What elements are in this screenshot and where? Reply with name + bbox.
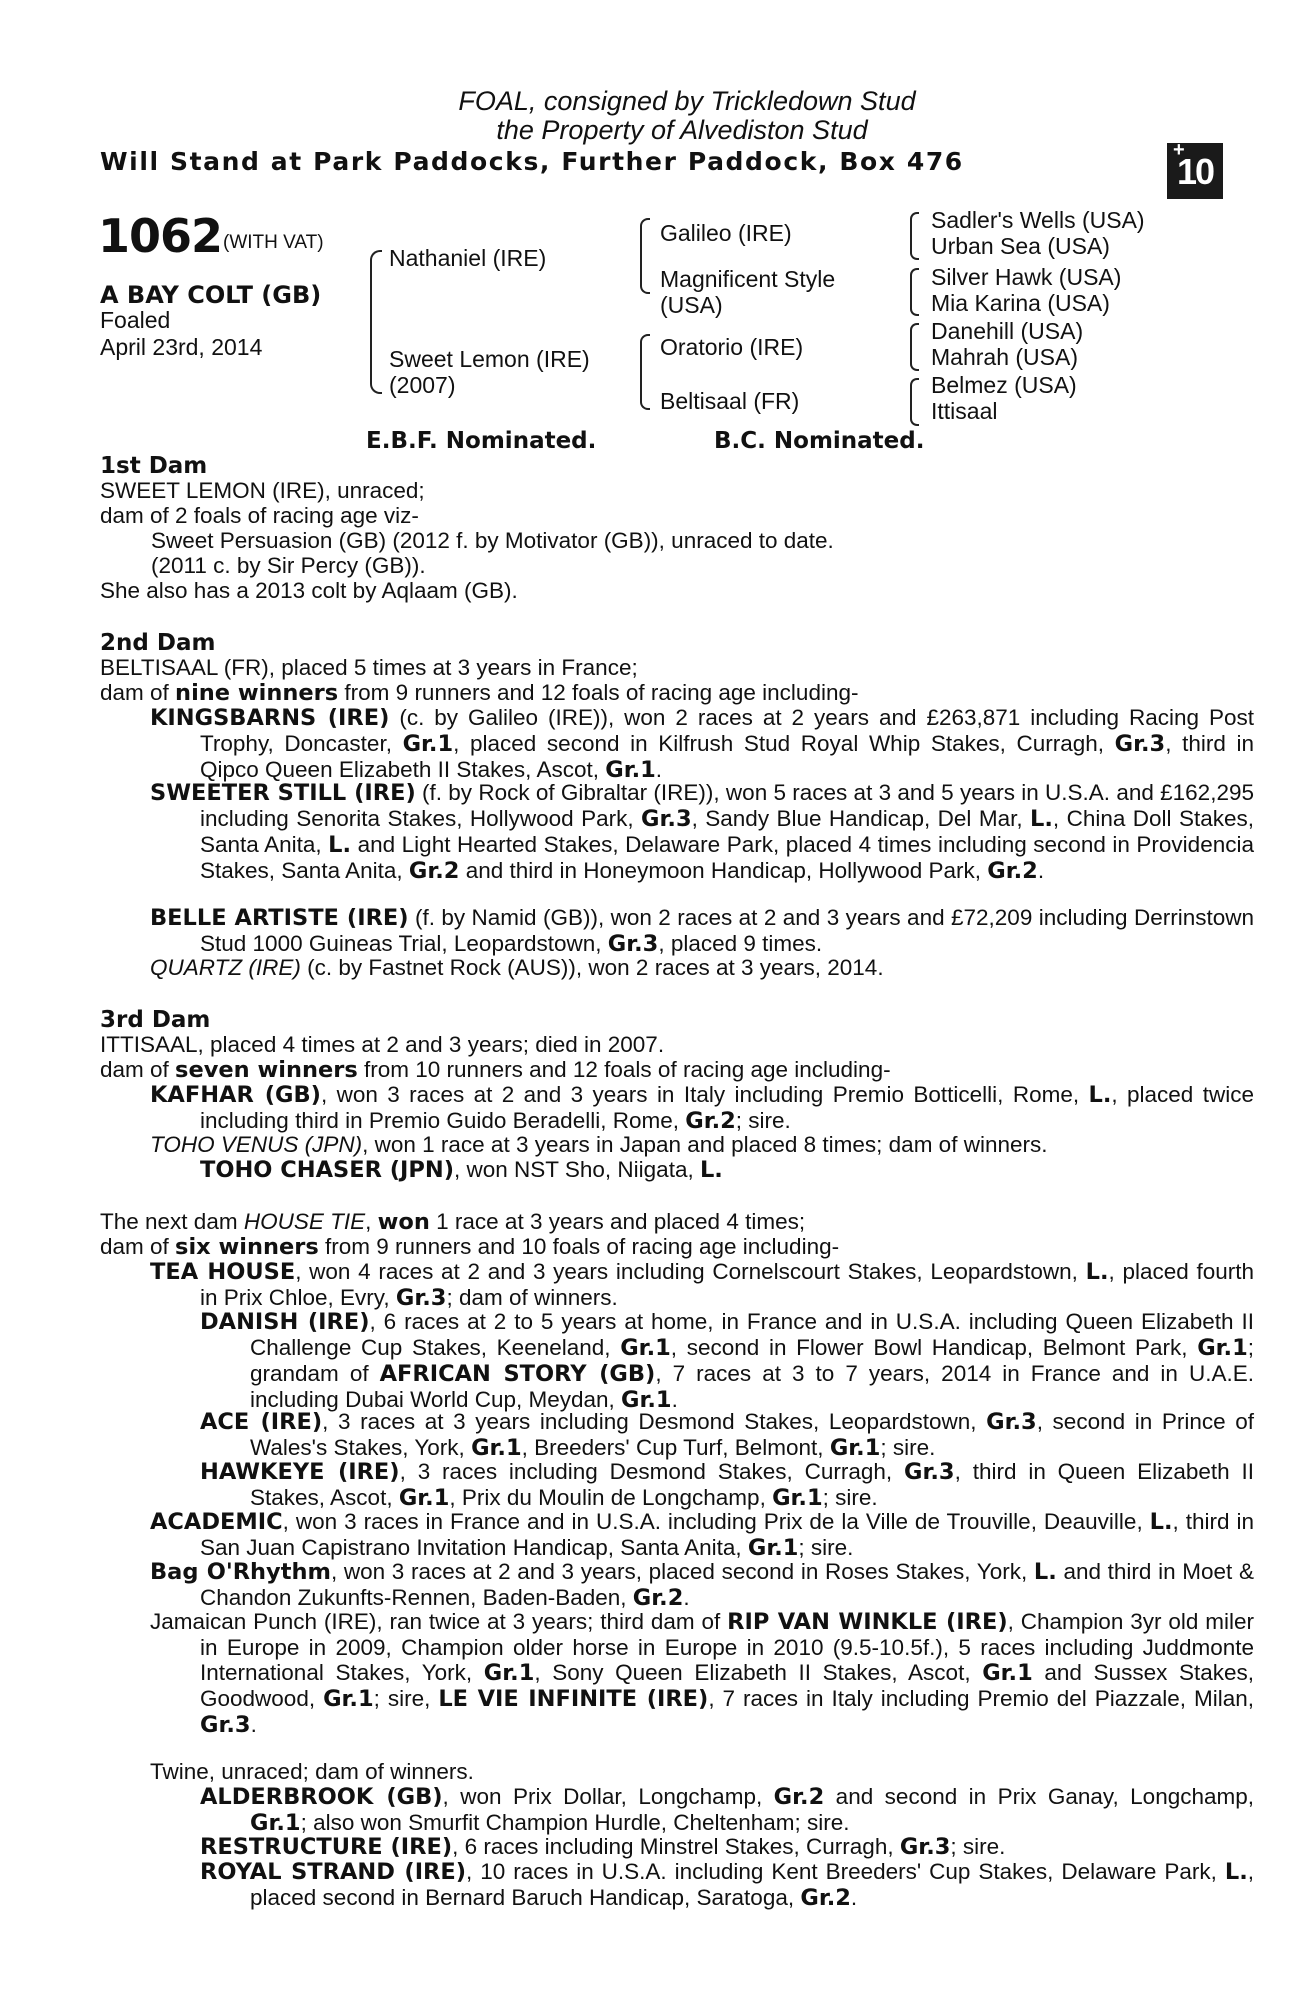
- grade: Gr.3: [200, 1712, 251, 1738]
- text: , second in Prince of Wales's Stakes, York,: [250, 1409, 1255, 1460]
- progeny-quartz: [150, 955, 884, 980]
- pedigree-sire-dam: Magnificent Style: [660, 266, 836, 292]
- text: The next dam: [100, 1209, 244, 1234]
- lot-badge: [1167, 139, 1223, 199]
- text: (f. by Namid (GB)), won 2 races at 2 and 3 years and £72,209 including Derrinstown Stud 1000 Guineas Trial, Leopardstown,: [200, 905, 1255, 956]
- text: , 3 races including Desmond Stakes, Curragh,: [399, 1459, 905, 1484]
- text: ; sire.: [880, 1435, 936, 1460]
- pedigree-dam-bracket: [640, 334, 650, 410]
- grade: L.: [1033, 1559, 1057, 1585]
- text: .: [655, 757, 663, 782]
- winners-count: six winners: [175, 1234, 319, 1260]
- grade: L.: [1030, 806, 1053, 832]
- grade: Gr.2: [987, 858, 1038, 884]
- text: .: [850, 1885, 858, 1910]
- text: , 6 races at 2 to 5 years at home, in France and in U.S.A. including Queen Elizabeth II Challenge Cup Stakes, Keeneland,: [250, 1309, 1254, 1360]
- horse-name: Bag O'Rhythm: [150, 1559, 331, 1585]
- text: (c. by Fastnet Rock (AUS)), won 2 races at 3 years, 2014.: [300, 955, 884, 980]
- text: , won 3 races at 2 and 3 years, placed second in Roses Stakes, York,: [330, 1559, 1034, 1584]
- grade: Gr.2: [800, 1885, 851, 1911]
- text: ; sire.: [950, 1834, 1006, 1859]
- pedigree-main-bracket: [370, 250, 382, 394]
- text: , won NST Sho, Niigata,: [454, 1157, 700, 1182]
- progeny-toho-chaser: [200, 1157, 723, 1183]
- text: .: [250, 1712, 257, 1737]
- horse-name: KAFHAR (GB): [150, 1082, 321, 1108]
- text: , placed second in Bernard Baruch Handicap, Saratoga,: [250, 1859, 1255, 1910]
- horse-name: ALDERBROOK (GB): [200, 1784, 443, 1810]
- progeny-hawkeye: [200, 1459, 1254, 1511]
- grade: Gr.2: [685, 1108, 736, 1134]
- second-dam-line: BELTISAAL (FR), placed 5 times at 3 years in France;: [100, 655, 638, 680]
- horse-name: DANISH (IRE): [200, 1309, 370, 1335]
- text: , China Doll Stakes, Santa Anita,: [200, 806, 1254, 857]
- pedigree-dds: Belmez (USA): [931, 372, 1077, 398]
- text: , Sandy Blue Handicap, Del Mar,: [691, 806, 1031, 831]
- text: , second in Flower Bowl Handicap, Belmont Park,: [670, 1335, 1198, 1360]
- horse-name: KINGSBARNS (IRE): [150, 705, 390, 731]
- text: dam of: [100, 680, 176, 705]
- progeny-kafhar: [150, 1082, 1254, 1134]
- progeny-toho-venus: [150, 1132, 1047, 1157]
- horse-name: TOHO CHASER (JPN): [200, 1157, 455, 1183]
- badge-number: 10: [1177, 151, 1214, 192]
- text: ,: [365, 1209, 378, 1234]
- grade: Gr.3: [986, 1409, 1037, 1435]
- pedigree-ssd: Urban Sea (USA): [931, 233, 1110, 259]
- text: , placed twice including third in Premio Guido Beradelli, Rome,: [200, 1082, 1254, 1133]
- badge-plus: +: [1173, 139, 1185, 161]
- text: , won 4 races at 2 and 3 years including Cornelscourt Stakes, Leopardstown,: [295, 1259, 1086, 1284]
- grade: Gr.1: [1197, 1335, 1248, 1361]
- grade: L.: [1149, 1509, 1173, 1535]
- grade: L.: [1085, 1259, 1109, 1285]
- text: , third in Qipco Queen Elizabeth II Stakes, Ascot,: [200, 731, 1254, 782]
- bc-nominated: B.C. Nominated.: [714, 428, 925, 454]
- text: (c. by Galileo (IRE)), won 2 races at 2 years and £263,871 including Racing Post Trophy, Doncaster,: [200, 705, 1255, 756]
- grade: Gr.1: [402, 731, 454, 757]
- header-location: Will Stand at Park Paddocks, Further Paddock, Box 476: [100, 147, 964, 176]
- text: .: [671, 1387, 678, 1412]
- grade: Gr.1: [323, 1686, 374, 1712]
- text: ; sire.: [735, 1108, 791, 1133]
- text: from 9 runners and 10 foals of racing age including-: [318, 1234, 840, 1259]
- horse-name: ACADEMIC: [150, 1509, 283, 1535]
- progeny-academic: [150, 1509, 1254, 1561]
- pedigree-ddd: Ittisaal: [931, 398, 998, 424]
- progeny-kingsbarns: [150, 705, 1254, 783]
- progeny-tea-house: [150, 1259, 1254, 1311]
- winners-count: nine winners: [175, 680, 339, 706]
- first-dam-line: (2011 c. by Sir Percy (GB)).: [151, 553, 426, 578]
- text: ; also won Smurfit Champion Hurdle, Cheltenham; sire.: [300, 1810, 850, 1835]
- first-dam-line: SWEET LEMON (IRE), unraced;: [100, 478, 425, 503]
- text: , Sony Queen Elizabeth II Stakes, Ascot,: [534, 1660, 983, 1685]
- horse-name: HAWKEYE (IRE): [200, 1459, 400, 1485]
- grade: Gr.1: [982, 1660, 1033, 1686]
- pedigree-bracket-ss: [910, 212, 919, 260]
- pedigree-dss: Danehill (USA): [931, 318, 1084, 344]
- text: .: [683, 1585, 690, 1610]
- text: , 3 races at 3 years including Desmond Stakes, Leopardstown,: [322, 1409, 987, 1434]
- lot-title: A BAY COLT (GB): [100, 281, 322, 309]
- text: , Prix du Moulin de Longchamp,: [449, 1485, 773, 1510]
- text: ; sire.: [798, 1535, 854, 1560]
- text: , won 1 race at 3 years in Japan and placed 8 times; dam of winners.: [362, 1132, 1048, 1157]
- text: , Champion 3yr old miler in Europe in 2009, Champion older horse in Europe in 2010 (9.5-10.5f.), 5 races including Juddmonte International Stakes, York,: [200, 1609, 1254, 1685]
- horse-name: LE VIE INFINITE (IRE): [438, 1686, 709, 1712]
- first-dam-heading: 1st Dam: [100, 453, 208, 479]
- text: , won Prix Dollar, Longchamp,: [442, 1784, 774, 1809]
- grade: Gr.3: [641, 806, 692, 832]
- horse-name: QUARTZ (IRE): [150, 955, 301, 980]
- horse-name: TOHO VENUS (JPN): [150, 1132, 363, 1157]
- progeny-danish: [200, 1309, 1254, 1413]
- pedigree-sire: Nathaniel (IRE): [389, 245, 547, 271]
- grade: Gr.2: [408, 858, 460, 884]
- text: .: [1037, 858, 1045, 883]
- text: (f. by Rock of Gibraltar (IRE)), won 5 races at 3 and 5 years in U.S.A. and £162,295 including Senorita Stakes, Hollywood Park,: [200, 780, 1254, 831]
- first-dam-line: She also has a 2013 colt by Aqlaam (GB).: [100, 578, 518, 603]
- text: ; dam of winners.: [446, 1285, 618, 1310]
- text: , third in Queen Elizabeth II Stakes, Ascot,: [250, 1459, 1254, 1510]
- progeny-alderbrook: [200, 1784, 1254, 1836]
- grade: Gr.2: [632, 1585, 684, 1611]
- grade: L.: [1088, 1082, 1112, 1108]
- text: ; sire,: [373, 1686, 439, 1711]
- header-consignor: FOAL, consigned by Trickledown Stud: [458, 86, 916, 116]
- grade: Gr.1: [621, 1387, 672, 1413]
- grade: Gr.1: [483, 1660, 535, 1686]
- pedigree-dam-dam: Beltisaal (FR): [660, 388, 800, 414]
- text: and third in Honeymoon Handicap, Hollywood Park,: [459, 858, 988, 883]
- winners-count: seven winners: [175, 1057, 358, 1083]
- text: from 10 runners and 12 foals of racing age including-: [357, 1057, 891, 1082]
- horse-name: BELLE ARTISTE (IRE): [150, 905, 409, 931]
- next-dam-line: [100, 1209, 805, 1235]
- pedigree-sdd: Mia Karina (USA): [931, 290, 1110, 316]
- text: Jamaican Punch (IRE), ran twice at 3 years; third dam of: [150, 1609, 728, 1634]
- grade: Gr.3: [904, 1459, 955, 1485]
- text: and third in Moet & Chandon Zukunfts-Rennen, Baden-Baden,: [200, 1559, 1254, 1610]
- ebf-nominated: E.B.F. Nominated.: [366, 428, 597, 454]
- horse-name: ACE (IRE): [200, 1409, 323, 1435]
- next-dam-name: HOUSE TIE: [243, 1209, 366, 1234]
- text: , 7 races at 3 to 7 years, 2014 in France and in U.A.E. including Dubai World Cup, Meydan,: [250, 1361, 1254, 1412]
- text: , Breeders' Cup Turf, Belmont,: [521, 1435, 830, 1460]
- progeny-restructure: [200, 1834, 1005, 1860]
- text: and Light Hearted Stakes, Delaware Park, placed 4 times including second in Providencia Stakes, Santa Anita,: [200, 832, 1254, 883]
- header-property: the Property of Alvediston Stud: [496, 115, 868, 145]
- next-dam-line: [100, 1234, 839, 1260]
- foaled-label: Foaled: [100, 307, 171, 333]
- pedigree-sire-sire: Galileo (IRE): [660, 220, 792, 246]
- pedigree-bracket-dd: [910, 378, 919, 426]
- grade: Gr.1: [605, 757, 656, 783]
- text: , won 3 races in France and in U.S.A. including Prix de la Ville de Trouville, Deauville,: [282, 1509, 1150, 1534]
- text: , 10 races in U.S.A. including Kent Breeders' Cup Stakes, Delaware Park,: [466, 1859, 1225, 1884]
- horse-name: RESTRUCTURE (IRE): [200, 1834, 453, 1860]
- progeny-sweeter-still: [150, 780, 1254, 884]
- won-label: won: [377, 1209, 430, 1235]
- third-dam-line: ITTISAAL, placed 4 times at 2 and 3 years; died in 2007.: [100, 1032, 665, 1057]
- progeny-bag-o-rhythm: [150, 1559, 1254, 1611]
- second-dam-line: [100, 680, 858, 706]
- grade: Gr.1: [620, 1335, 671, 1361]
- text: , 7 races in Italy including Premio del Piazzale, Milan,: [708, 1686, 1255, 1711]
- pedigree-dsd: Mahrah (USA): [931, 344, 1078, 370]
- third-dam-line: [100, 1057, 891, 1083]
- text: , won 3 races at 2 and 3 years in Italy including Premio Botticelli, Rome,: [320, 1082, 1089, 1107]
- grade: Gr.3: [395, 1285, 447, 1311]
- pedigree-dam-year: (2007): [389, 372, 456, 398]
- third-dam-heading: 3rd Dam: [100, 1007, 211, 1033]
- grade: Gr.1: [398, 1485, 450, 1511]
- text: and Sussex Stakes, Goodwood,: [200, 1660, 1254, 1711]
- horse-name: SWEETER STILL (IRE): [150, 780, 416, 806]
- text: from 9 runners and 12 foals of racing age including-: [338, 680, 859, 705]
- text: 1 race at 3 years and placed 4 times;: [429, 1209, 806, 1234]
- pedigree-dam: Sweet Lemon (IRE): [389, 346, 590, 372]
- grade: L.: [1224, 1859, 1248, 1885]
- progeny-belle-artiste: [150, 905, 1254, 957]
- progeny-twine: Twine, unraced; dam of winners.: [150, 1759, 474, 1784]
- pedigree-sire-dam-country: (USA): [660, 292, 723, 318]
- first-dam-line: Sweet Persuasion (GB) (2012 f. by Motivator (GB)), unraced to date.: [151, 528, 834, 553]
- grade: Gr.1: [829, 1435, 881, 1461]
- horse-name: TEA HOUSE: [150, 1259, 296, 1285]
- grade: L.: [699, 1157, 723, 1183]
- text: ; sire.: [822, 1485, 878, 1510]
- grade: Gr.3: [607, 931, 659, 957]
- foaled-date: April 23rd, 2014: [100, 334, 263, 360]
- horse-name: ROYAL STRAND (IRE): [200, 1859, 467, 1885]
- grade: L.: [328, 832, 352, 858]
- first-dam-line: dam of 2 foals of racing age viz-: [100, 503, 419, 528]
- horse-name: RIP VAN WINKLE (IRE): [727, 1609, 1008, 1635]
- pedigree-dam-sire: Oratorio (IRE): [660, 334, 804, 360]
- horse-name: AFRICAN STORY (GB): [379, 1361, 656, 1387]
- progeny-ace: [200, 1409, 1254, 1461]
- grade: Gr.1: [471, 1435, 522, 1461]
- grade: Gr.2: [773, 1784, 825, 1810]
- text: , placed fourth in Prix Chloe, Evry,: [200, 1259, 1254, 1310]
- pedigree-sss: Sadler's Wells (USA): [931, 207, 1145, 233]
- lot-number: 1062: [98, 209, 223, 263]
- text: , placed second in Kilfrush Stud Royal Whip Stakes, Curragh,: [453, 731, 1115, 756]
- text: and second in Prix Ganay, Longchamp,: [824, 1784, 1255, 1809]
- pedigree-sire-bracket: [640, 218, 650, 294]
- text: , 6 races including Minstrel Stakes, Curragh,: [452, 1834, 900, 1859]
- text: , placed 9 times.: [658, 931, 823, 956]
- text: dam of: [100, 1057, 176, 1082]
- progeny-royal-strand: [200, 1859, 1254, 1911]
- pedigree-sds: Silver Hawk (USA): [931, 264, 1122, 290]
- grade: Gr.3: [1114, 731, 1166, 757]
- text: , third in San Juan Capistrano Invitation Handicap, Santa Anita,: [200, 1509, 1254, 1560]
- text: ; grandam of: [250, 1335, 1255, 1386]
- second-dam-heading: 2nd Dam: [100, 630, 216, 656]
- grade: Gr.1: [250, 1810, 301, 1836]
- progeny-jamaican-punch: [150, 1609, 1254, 1738]
- pedigree-bracket-ds: [910, 323, 919, 371]
- grade: Gr.1: [747, 1535, 799, 1561]
- vat-label: (WITH VAT): [223, 232, 324, 253]
- grade: Gr.1: [772, 1485, 823, 1511]
- pedigree-bracket-sd: [910, 268, 919, 316]
- text: dam of: [100, 1234, 176, 1259]
- grade: Gr.3: [899, 1834, 951, 1860]
